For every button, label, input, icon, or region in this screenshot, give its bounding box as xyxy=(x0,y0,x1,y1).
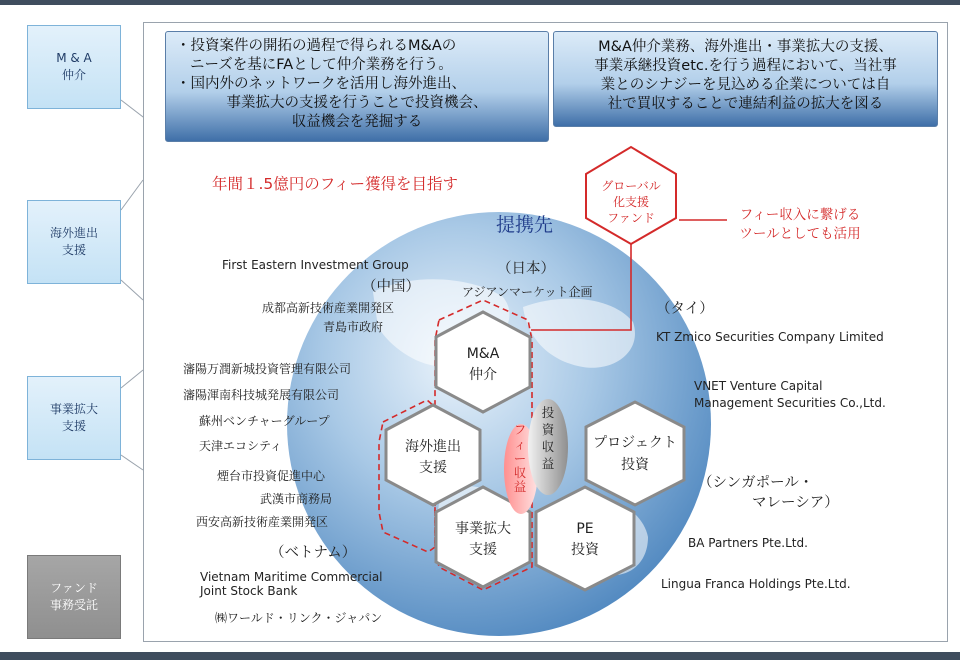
hex-expansion-line2: 支援 xyxy=(469,542,497,558)
fund-note xyxy=(720,206,880,244)
partner-vietnam: Joint Stock Bank xyxy=(200,584,298,598)
svg-text:ィ: ィ xyxy=(513,437,527,452)
partner-china: 蘇州ベンチャーグループ xyxy=(199,414,330,428)
svg-text:化支援: 化支援 xyxy=(612,195,650,209)
hex-overseas-line1: 海外進出 xyxy=(405,439,461,455)
partner-singapore: BA Partners Pte.Ltd. xyxy=(688,536,808,550)
left-box-line: ・国内外のネットワークを活用し海外進出、 xyxy=(176,76,466,92)
partner-vietnam: Vietnam Maritime Commercial xyxy=(200,570,383,584)
hex-ma-line1: M&A xyxy=(466,346,500,362)
partner-china: 青島市政府 xyxy=(323,320,384,334)
partners-title: 提携先 xyxy=(496,214,554,236)
left-info-box xyxy=(165,31,549,142)
fee-goal-text: 年間１.5億円のフィー獲得を目指す xyxy=(212,175,459,193)
hex-project-line2: 投資 xyxy=(621,457,649,473)
left-box-line: ニーズを基にFAとして仲介業務を行う。 xyxy=(190,57,453,73)
partner-china: First Eastern Investment Group xyxy=(222,258,409,272)
region-singapore: （シンガポール・ xyxy=(698,475,814,491)
svg-text:グローバル: グローバル xyxy=(601,179,661,193)
partner-china: 西安高新技術産業開発区 xyxy=(196,515,329,529)
sidebar-item-label: ファンド 事務受託 xyxy=(49,581,98,612)
partner-thailand: Management Securities Co.,Ltd. xyxy=(694,396,886,410)
left-box-line: 収益機会を発掘する xyxy=(291,114,423,130)
svg-text:益: 益 xyxy=(541,456,555,471)
hex-project-line1: プロジェクト xyxy=(593,435,677,451)
partner-thailand: VNET Venture Capital xyxy=(694,379,823,393)
hex-expansion-line1: 事業拡大 xyxy=(455,521,511,537)
fund-note-line1: フィー収入に繋げる xyxy=(739,207,861,223)
region-japan: （日本） xyxy=(497,261,555,277)
svg-text:投: 投 xyxy=(541,405,555,420)
right-box-line: 社で買収することで連結利益の拡大を図る xyxy=(607,96,884,112)
svg-text:ー: ー xyxy=(513,451,527,466)
sidebar-item-label: 海外進出 支援 xyxy=(49,226,98,257)
partner-china: 煙台市投資促進中心 xyxy=(217,469,326,483)
right-box-line: 業とのシナジーを見込める企業については自 xyxy=(600,77,891,93)
sidebar-item-label: 事業拡大 支援 xyxy=(49,402,98,433)
left-box-line: 事業拡大の支援を行うことで投資機会、 xyxy=(226,95,488,111)
svg-text:収: 収 xyxy=(541,439,555,454)
fund-note-line2: ツールとしても活用 xyxy=(739,226,861,242)
region-malaysia: マレーシア） xyxy=(752,495,839,511)
svg-text:収: 収 xyxy=(513,465,527,480)
region-vietnam: （ベトナム） xyxy=(270,545,357,561)
sidebar-item-label: M & A 仲介 xyxy=(56,51,92,82)
svg-text:資: 資 xyxy=(541,422,555,437)
hex-overseas-line2: 支援 xyxy=(419,460,447,476)
region-china: （中国） xyxy=(362,279,420,295)
partner-china: 瀋陽万潤新城投資管理有限公司 xyxy=(183,362,352,376)
partner-china: 成都高新技術産業開発区 xyxy=(262,301,395,315)
partner-singapore: Lingua Franca Holdings Pte.Ltd. xyxy=(661,577,851,591)
svg-text:フ: フ xyxy=(513,422,527,437)
region-thailand: （タイ） xyxy=(656,301,714,317)
hex-pe-line1: PE xyxy=(576,521,594,537)
partner-china: 天津エコシティ xyxy=(199,439,283,453)
left-box-line: ・投資案件の開拓の過程で得られるM&Aの xyxy=(176,38,457,54)
svg-text:ファンド: ファンド xyxy=(607,211,655,225)
partner-japan: アジアンマーケット企画 xyxy=(462,285,593,299)
partner-china: 瀋陽渾南科技城発展有限公司 xyxy=(183,388,340,402)
partner-china: 武漢市商務局 xyxy=(260,492,333,506)
right-box-line: 事業承継投資etc.を行う過程において、当社事 xyxy=(594,58,897,74)
fee-revenue-text xyxy=(514,422,527,494)
svg-text:益: 益 xyxy=(513,479,527,494)
hex-ma-line2: 仲介 xyxy=(469,367,497,383)
partner-vietnam: ㈱ワールド・リンク・ジャパン xyxy=(215,611,383,625)
partner-thailand: KT Zmico Securities Company Limited xyxy=(656,330,884,344)
hex-pe-line2: 投資 xyxy=(571,542,599,558)
right-info-box xyxy=(553,31,938,127)
right-box-line: M&A仲介業務、海外進出・事業拡大の支援、 xyxy=(598,39,893,55)
